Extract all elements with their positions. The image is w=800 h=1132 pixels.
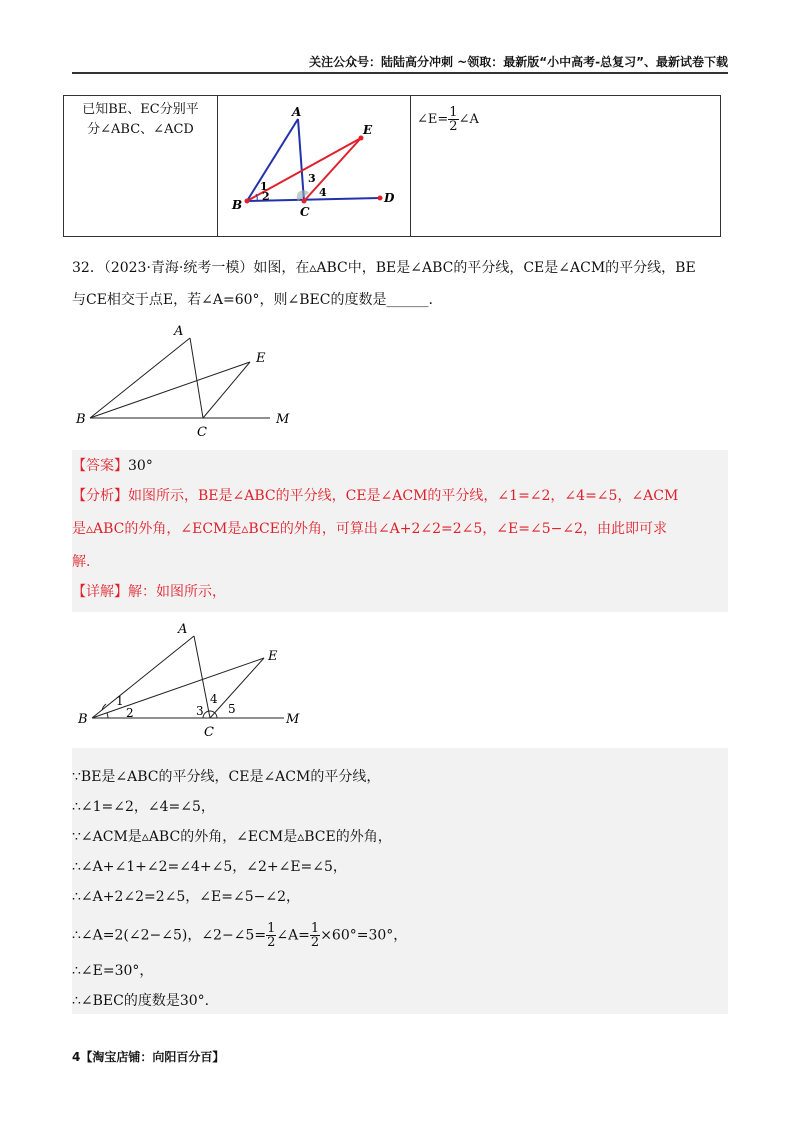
label-e: E — [363, 123, 373, 137]
fig1-label-a: A — [174, 324, 184, 339]
solution-step-2: ∴∠1=∠2，∠4=∠5， — [72, 799, 215, 815]
point-c — [302, 199, 307, 204]
fig1-label-m: M — [276, 412, 290, 427]
fig2-label-angle-5: 5 — [228, 702, 236, 716]
answer-tag: 【答案】 — [72, 458, 128, 474]
label-a: A — [292, 105, 302, 119]
fig1-line-ac — [190, 338, 203, 418]
answer-value: 30° — [128, 458, 153, 474]
detail-intro: 解：如图所示， — [128, 584, 226, 600]
condition-cell — [64, 96, 218, 237]
step6-fraction-2 — [310, 922, 320, 949]
solution-step-6 — [72, 922, 407, 949]
solution-step-7: ∴∠E=30°， — [72, 963, 154, 979]
analysis-tag: 【分析】 — [72, 488, 128, 504]
solution-step-1: ∵BE是∠ABC的平分线，CE是∠ACM的平分线， — [72, 769, 381, 785]
step6-suffix: ×60°=30°， — [320, 927, 408, 944]
result-suffix: ∠A — [458, 112, 479, 127]
condition-line-1: 已知BE、EC分别平 — [82, 102, 199, 117]
answer-line — [72, 455, 153, 477]
figure-cell — [218, 96, 411, 237]
fig2-line-be — [92, 658, 264, 718]
analysis-text-1: 如图所示，BE是∠ABC的平分线，CE是∠ACM的平分线，∠1=∠2，∠4=∠5，∠ACM — [128, 488, 679, 504]
fig2-label-m: M — [286, 712, 300, 727]
fig2-label-b: B — [78, 712, 88, 727]
solution-step-5: ∴∠A+2∠2=2∠5，∠E=∠5−∠2， — [72, 889, 300, 905]
fig2-label-a: A — [178, 622, 188, 637]
question-line-2: 与CE相交于点E，若∠A=60°，则∠BEC的度数是______. — [72, 292, 433, 308]
fig2-label-angle-3: 3 — [196, 704, 204, 718]
step6-fraction-1 — [266, 922, 276, 949]
solution-figure — [72, 616, 306, 746]
page-header — [72, 52, 728, 74]
fig2-label-c: C — [204, 725, 214, 740]
header-text: 关注公众号：陆陆高分冲刺 ~领取：最新版“小中高考-总复习”、最新试卷下载 — [309, 55, 728, 69]
step6-frac2-num: 1 — [310, 921, 320, 936]
result-denominator: 2 — [449, 119, 458, 134]
page-footer: 4【淘宝店铺：向阳百分百】 — [72, 1050, 225, 1064]
summary-table — [63, 95, 721, 237]
fig2-arc-2 — [107, 713, 108, 718]
condition-line-2: 分∠ABC、∠ACD — [87, 122, 194, 137]
step6-frac1-num: 1 — [267, 921, 276, 936]
question-line-1: 32．（2023·青海·统考一模）如图，在▵ABC中，BE是∠ABC的平分线，CE是∠ACM的平分线，BE — [72, 260, 696, 276]
fig2-label-angle-1: 1 — [116, 694, 124, 708]
fig2-label-angle-4: 4 — [210, 692, 218, 706]
line-ce — [304, 138, 361, 201]
label-angle-4: 4 — [319, 186, 327, 199]
result-numerator: 1 — [449, 105, 458, 120]
result-cell — [411, 96, 721, 237]
analysis-line-2: 是▵ABC的外角，∠ECM是▵BCE的外角，可算出∠A+2∠2=2∠5，∠E=∠5−∠2，由此即可求 — [72, 521, 667, 537]
table-figure — [218, 96, 410, 232]
fig1-line-ba — [90, 338, 190, 418]
label-angle-1: 1 — [260, 180, 268, 193]
label-c: C — [300, 205, 310, 219]
detail-tag: 【详解】 — [72, 584, 128, 600]
step6-frac2-den: 2 — [310, 935, 320, 950]
line-ac — [298, 119, 304, 201]
solution-step-3: ∵∠ACM是▵ABC的外角，∠ECM是▵BCE的外角， — [72, 829, 392, 845]
step6-frac1-den: 2 — [267, 935, 276, 950]
point-d — [378, 196, 383, 201]
point-b — [245, 199, 250, 204]
label-angle-2: 2 — [262, 190, 270, 203]
label-angle-3: 3 — [308, 172, 316, 185]
analysis-line-1 — [72, 485, 678, 507]
question-figure — [72, 320, 302, 440]
step6-prefix: ∴∠A=2(∠2−∠5)，∠2−∠5= — [72, 927, 267, 944]
analysis-line-3: 解. — [72, 554, 91, 570]
fig2-label-angle-2: 2 — [126, 706, 134, 720]
fig1-label-c: C — [197, 425, 207, 440]
fig2-line-ba — [92, 636, 194, 718]
fig1-label-b: B — [76, 412, 86, 427]
label-b: B — [232, 198, 243, 212]
fig1-label-e: E — [256, 351, 266, 366]
fig2-label-e: E — [268, 649, 278, 664]
solution-step-4: ∴∠A+∠1+∠2=∠4+∠5，∠2+∠E=∠5， — [72, 859, 347, 875]
result-fraction — [448, 106, 458, 133]
solution-step-8: ∴∠BEC的度数是30°. — [72, 993, 210, 1009]
detail-line — [72, 581, 226, 603]
line-ab — [247, 119, 298, 201]
step6-middle: ∠A= — [276, 927, 310, 944]
result-prefix: ∠E= — [417, 112, 449, 127]
label-d: D — [384, 191, 395, 205]
